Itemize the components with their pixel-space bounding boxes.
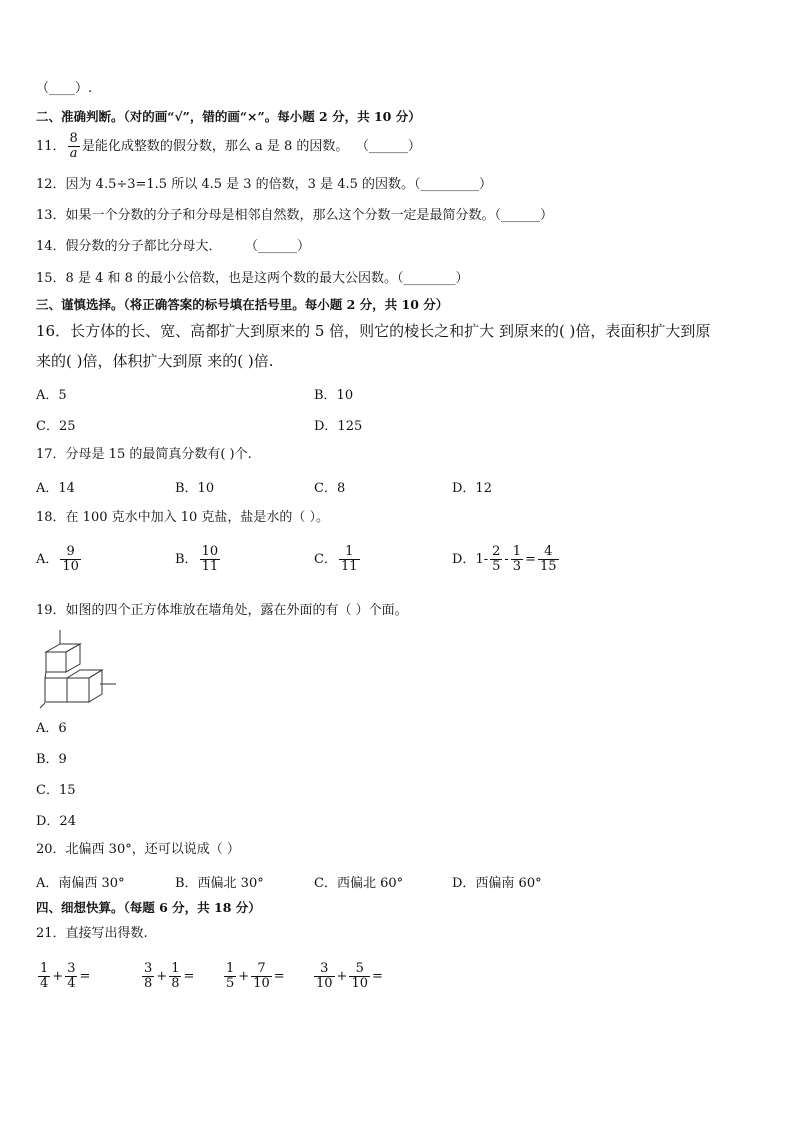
frac-num: 2 [492,544,501,559]
q20-option-b[interactable]: B．西偏北 30° [175,876,264,891]
q16-option-b[interactable]: B．10 [314,388,354,403]
cube-bottom-right-side [89,670,102,702]
q20-option-c[interactable]: C．西偏北 60° [314,876,404,891]
q18-option-b-label: B． [175,552,198,567]
q16-option-c[interactable]: C．25 [36,419,76,434]
stacked-cubes-figure [36,630,120,710]
cube-bottom-left-front [45,678,67,702]
q18-d-minus: - [504,552,509,567]
q18-d-frac1 [490,545,502,574]
expr-op: + [238,969,250,984]
q17-option-a[interactable]: A．14 [36,481,75,496]
q18-option-a-label: A． [36,552,59,567]
expr-op: + [52,969,64,984]
frac-num: 1 [512,544,522,559]
frac-den: 8 [144,976,153,991]
frac-den: 8 [171,976,180,991]
q21-expression-2 [140,962,194,991]
question-16-line1: 16．长方体的长、宽、高都扩大到原来的 5 倍，则它的棱长之和扩大 到原来的( )倍，表面积扩大到原 [36,322,711,340]
q17-option-b[interactable]: B．10 [175,481,215,496]
q18-option-b-fraction [200,545,221,574]
q16-option-a[interactable]: A．5 [36,388,67,403]
q21-expression-4 [312,962,383,991]
cube-top-top-face [46,644,80,652]
frac-den: 4 [67,976,76,991]
question-14 [36,238,310,256]
q21-expression-1 [36,962,90,991]
frac-den: 10 [351,976,368,991]
frac-den: 15 [539,559,557,574]
expr-frac-a [314,962,335,991]
frac-den: 11 [340,559,358,574]
q16-option-d[interactable]: D．125 [314,419,363,434]
question-16-line2: 来的( )倍，体积扩大到原 来的( )倍. [36,352,274,370]
frac-num: 5 [349,962,370,977]
frac-den: 3 [512,559,522,574]
q18-option-c[interactable] [314,545,362,574]
q19-option-c[interactable]: C．15 [36,783,76,798]
q11-answer-blank[interactable]: （______） [362,139,421,154]
frac-den: 5 [226,976,235,991]
question-15: 15．8 是 4 和 8 的最小公倍数，也是这两个数的最大公因数。（________） [36,271,469,286]
q18-d-equals: = [525,552,536,567]
q18-d-prefix: 1- [475,552,489,567]
question-12: 12．因为 4.5÷3=1.5 所以 4.5 是 3 的倍数，3 是 4.5 的因数。（_________） [36,177,493,192]
expr-equals: = [372,969,383,984]
frac-num: 1 [339,545,360,560]
frac-den: 11 [201,559,219,574]
cube-top-front-face [46,652,66,672]
q11-frac-num: 8 [69,131,78,146]
q14-text: 14．假分数的分子都比分母大． [36,239,222,254]
expr-frac-b [169,962,181,991]
q18-option-b[interactable] [175,545,222,574]
top-answer-blank: （____）. [36,81,93,96]
q11-text: 是能化成整数的假分数，那么 a 是 8 的因数。 [81,139,349,154]
q18-option-a[interactable] [36,545,83,574]
frac-num: 3 [314,962,335,977]
q20-option-a[interactable]: A．南偏西 30° [36,876,125,891]
question-21: 21．直接写出得数. [36,926,148,941]
expr-frac-b [251,962,272,991]
q19-option-a[interactable]: A．6 [36,721,67,736]
expr-op: + [336,969,348,984]
q19-option-d[interactable]: D．24 [36,814,76,829]
frac-num: 3 [67,961,76,976]
q21-expression-3 [222,962,285,991]
frac-num: 7 [251,962,272,977]
q11-frac-den: a [69,146,78,161]
section3-header: 三、谨慎选择。（将正确答案的标号填在括号里。每小题 2 分，共 10 分） [36,297,449,312]
q11-fraction [68,132,80,161]
expr-frac-b [65,962,77,991]
question-11 [36,132,421,161]
section4-header: 四、细想快算。（每题 6 分，共 18 分） [36,900,261,915]
frac-num: 1 [40,961,49,976]
q17-option-c[interactable]: C．8 [314,481,346,496]
q18-option-d[interactable] [452,545,561,574]
cube-top-side-face [66,644,80,672]
expr-equals: = [273,969,285,984]
q18-d-frac2 [511,545,523,574]
expr-frac-a [38,962,50,991]
question-19: 19．如图的四个正方体堆放在墙角处，露在外面的有（ ）个面。 [36,603,408,618]
q20-option-d[interactable]: D．西偏南 60° [452,876,542,891]
question-20: 20．北偏西 30°，还可以说成（ ） [36,842,240,857]
frac-den: 5 [492,559,501,574]
frac-num: 9 [60,545,81,560]
frac-num: 1 [226,961,235,976]
frac-den: 10 [253,976,270,991]
expr-frac-a [142,962,154,991]
frac-num: 1 [171,961,180,976]
question-17: 17．分母是 15 的最简真分数有( )个. [36,447,252,462]
q18-option-c-fraction [339,545,360,574]
floor-line [40,703,45,708]
q18-d-frac3 [538,545,559,574]
cube-edge [45,672,46,678]
q14-answer-blank[interactable]: （______） [251,239,311,254]
cube-bottom-middle-front [67,678,89,702]
frac-den: 4 [40,976,49,991]
q19-option-b[interactable]: B．9 [36,752,67,767]
frac-num: 3 [144,961,153,976]
expr-frac-b [349,962,370,991]
expr-op: + [156,969,168,984]
q18-option-d-label: D． [452,552,476,567]
frac-num: 10 [201,544,219,559]
expr-equals: = [79,969,91,984]
expr-equals: = [183,969,195,984]
q11-number: 11． [36,139,66,154]
q18-option-a-fraction [60,545,81,574]
section2-header: 二、准确判断。（对的画“√”，错的画“×”。每小题 2 分，共 10 分） [36,109,421,124]
frac-den: 10 [316,976,333,991]
frac-den: 10 [62,559,79,574]
frac-num: 4 [538,545,559,560]
question-13: 13．如果一个分数的分子和分母是相邻自然数，那么这个分数一定是最简分数。（______） [36,208,554,223]
question-18: 18．在 100 克水中加入 10 克盐，盐是水的（ ）。 [36,510,330,525]
q17-option-d[interactable]: D．12 [452,481,492,496]
cube-bottom-right-top [67,670,102,678]
expr-frac-a [224,962,236,991]
q18-option-c-label: C． [314,552,337,567]
